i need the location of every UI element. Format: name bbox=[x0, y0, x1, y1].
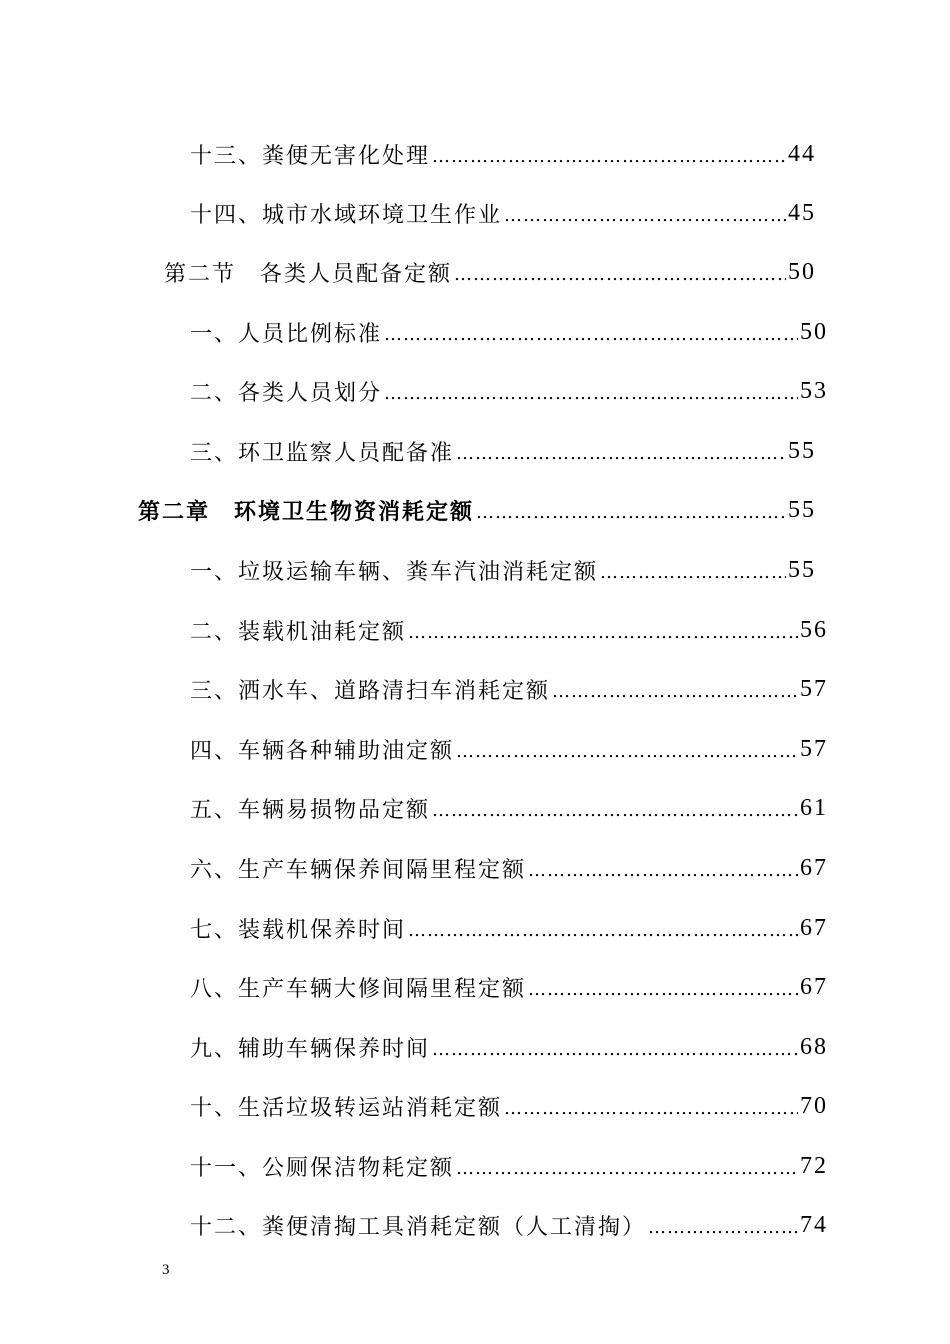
dot-leader bbox=[456, 741, 798, 762]
toc-entry bbox=[190, 910, 828, 946]
dot-leader bbox=[504, 205, 786, 226]
toc-entry bbox=[190, 731, 828, 767]
toc-entry-label: 二、各类人员划分 bbox=[190, 380, 383, 406]
toc-entry-page: 61 bbox=[800, 794, 828, 821]
toc-entry bbox=[190, 850, 828, 886]
toc-entry bbox=[190, 195, 816, 231]
toc-entry bbox=[190, 136, 816, 172]
toc-entry-page: 53 bbox=[800, 377, 828, 404]
dot-leader bbox=[504, 1098, 798, 1119]
toc-entry bbox=[190, 314, 828, 350]
toc-entry-page: 68 bbox=[800, 1033, 828, 1060]
toc-entry bbox=[190, 373, 828, 409]
toc-entry-page: 45 bbox=[788, 199, 816, 226]
toc-entry-label: 三、洒水车、道路清扫车消耗定额 bbox=[190, 678, 551, 704]
toc-entry bbox=[190, 790, 828, 826]
dot-leader bbox=[456, 1158, 798, 1179]
toc-entry bbox=[190, 969, 828, 1005]
toc-entry-page: 55 bbox=[788, 556, 816, 583]
dot-leader bbox=[648, 1217, 798, 1238]
toc-entry-label: 第二章 环境卫生物资消耗定额 bbox=[138, 498, 475, 525]
dot-leader bbox=[432, 800, 798, 821]
toc-entry-page: 57 bbox=[800, 735, 828, 762]
toc-entry-page: 50 bbox=[800, 318, 828, 345]
toc-entry-label: 一、垃圾运输车辆、粪车汽油消耗定额 bbox=[190, 559, 599, 585]
toc-entry-page: 74 bbox=[800, 1211, 828, 1238]
toc-entry-label: 四、车辆各种辅助油定额 bbox=[190, 738, 455, 764]
toc-entry bbox=[190, 1029, 828, 1065]
toc-entry-label: 九、辅助车辆保养时间 bbox=[190, 1036, 431, 1062]
toc-entry-label: 十一、公厕保洁物耗定额 bbox=[190, 1155, 455, 1181]
toc-entry-label: 二、装载机油耗定额 bbox=[190, 619, 407, 645]
toc-entry-page: 72 bbox=[800, 1152, 828, 1179]
toc-entry-chapter bbox=[138, 492, 816, 528]
page-number: 3 bbox=[162, 1262, 170, 1278]
toc-entry-label: 十三、粪便无害化处理 bbox=[190, 143, 431, 169]
toc-entry-page: 67 bbox=[800, 914, 828, 941]
toc-entry-label: 七、装载机保养时间 bbox=[190, 917, 407, 943]
dot-leader bbox=[454, 264, 786, 285]
dot-leader bbox=[432, 146, 786, 167]
dot-leader bbox=[408, 920, 798, 941]
toc-entry-label: 一、人员比例标准 bbox=[190, 321, 383, 347]
toc-entry-label: 六、生产车辆保养间隔里程定额 bbox=[190, 857, 527, 883]
toc-entry-label: 五、车辆易损物品定额 bbox=[190, 797, 431, 823]
toc-entry bbox=[190, 552, 816, 588]
toc-entry-label: 十二、粪便清掏工具消耗定额（人工清掏） bbox=[190, 1214, 647, 1240]
toc-entry-page: 56 bbox=[800, 616, 828, 643]
toc-entry bbox=[190, 1088, 828, 1124]
dot-leader bbox=[456, 443, 786, 464]
toc-entry-page: 55 bbox=[788, 496, 816, 523]
toc-entry-page: 44 bbox=[788, 140, 816, 167]
toc-entry bbox=[190, 671, 828, 707]
dot-leader bbox=[528, 860, 798, 881]
toc-entry bbox=[190, 1148, 828, 1184]
dot-leader bbox=[384, 383, 798, 404]
toc-entry-page: 67 bbox=[800, 854, 828, 881]
toc-entry bbox=[190, 612, 828, 648]
toc-entry-page: 55 bbox=[788, 437, 816, 464]
toc-entry-page: 70 bbox=[800, 1092, 828, 1119]
toc-entry-page: 57 bbox=[800, 675, 828, 702]
toc-entry-page: 50 bbox=[788, 258, 816, 285]
dot-leader bbox=[528, 979, 798, 1000]
toc-entry-label: 三、环卫监察人员配备准 bbox=[190, 440, 455, 466]
dot-leader bbox=[384, 324, 798, 345]
toc-entry-label: 十、生活垃圾转运站消耗定额 bbox=[190, 1095, 503, 1121]
dot-leader bbox=[432, 1039, 798, 1060]
dot-leader bbox=[600, 562, 786, 583]
dot-leader bbox=[552, 681, 798, 702]
toc-entry-page: 67 bbox=[800, 973, 828, 1000]
toc-entry-label: 第二节 各类人员配备定额 bbox=[164, 261, 453, 287]
dot-leader bbox=[476, 502, 786, 523]
toc-entry-label: 八、生产车辆大修间隔里程定额 bbox=[190, 976, 527, 1002]
toc-entry-label: 十四、城市水域环境卫生作业 bbox=[190, 202, 503, 228]
dot-leader bbox=[408, 622, 798, 643]
toc-entry bbox=[164, 254, 816, 290]
toc-entry bbox=[190, 433, 816, 469]
toc-entry bbox=[190, 1207, 828, 1243]
